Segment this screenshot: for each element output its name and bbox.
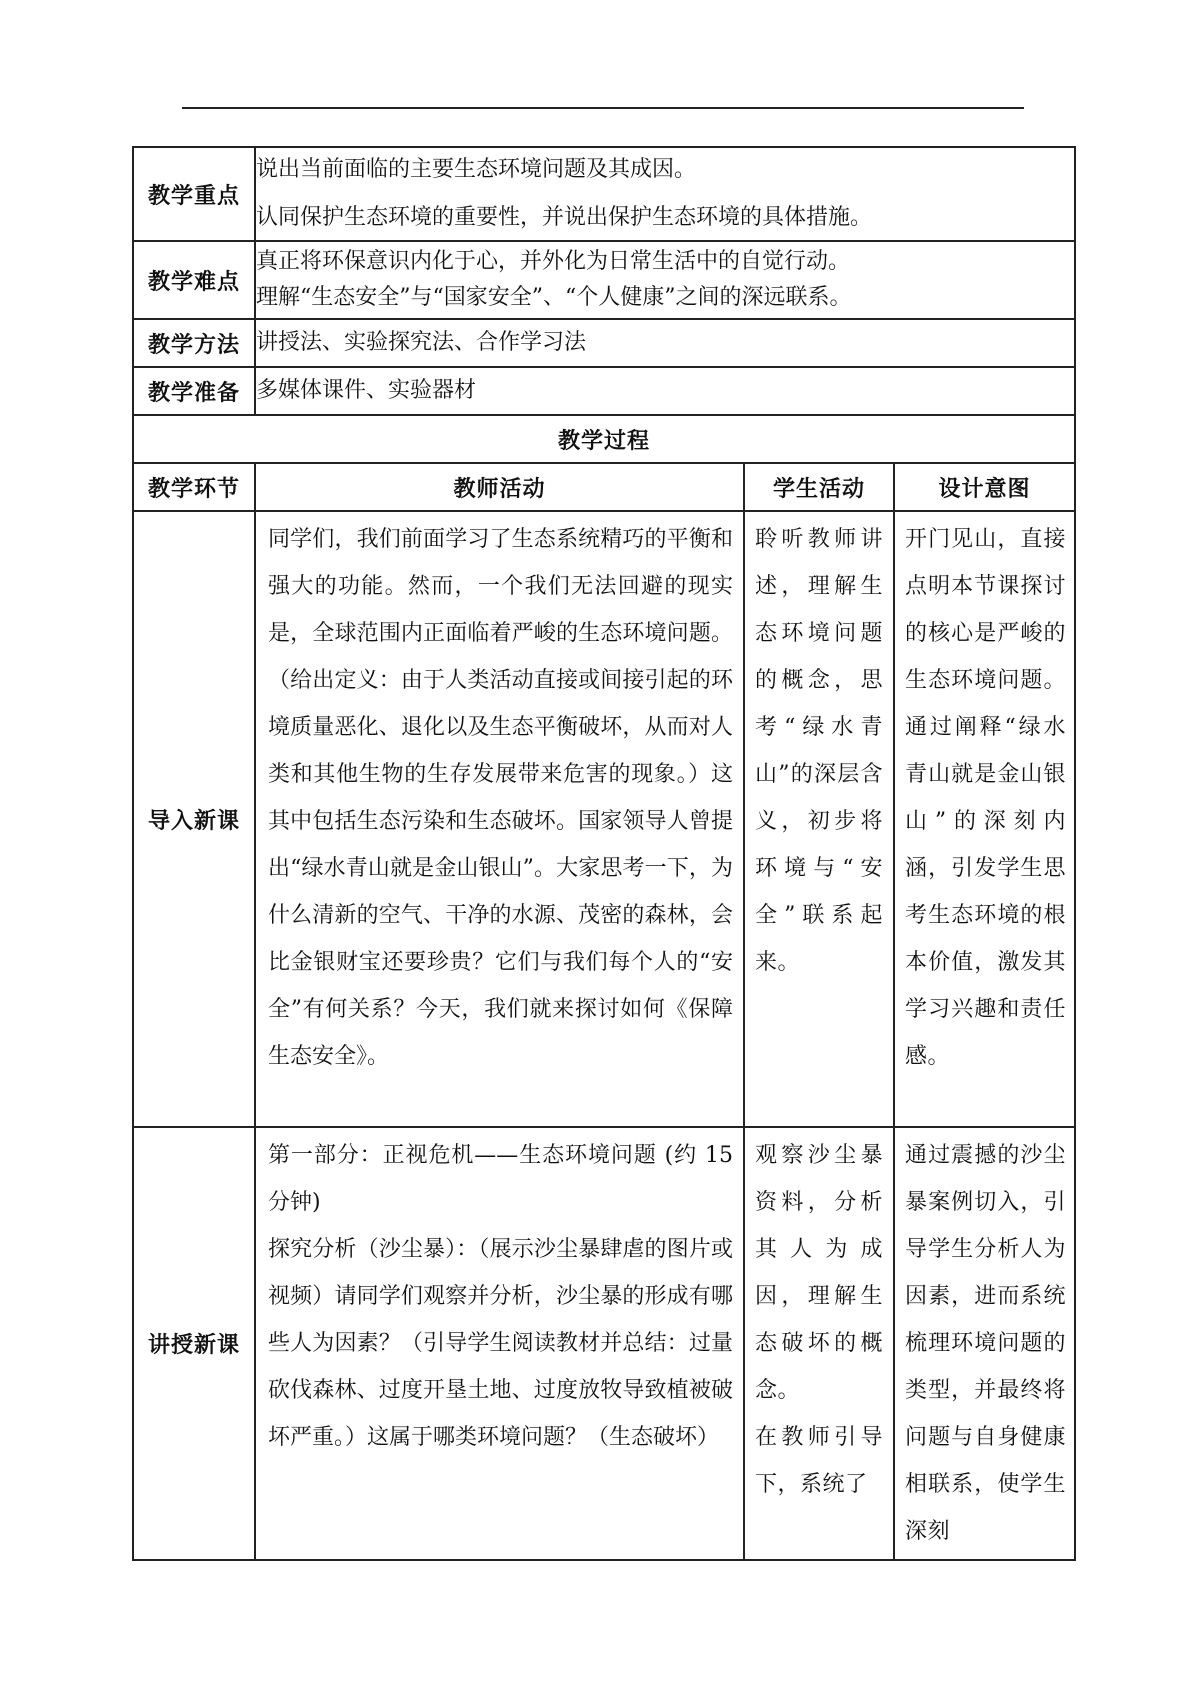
row-label: 教学难点 — [133, 241, 255, 319]
column-header-row — [133, 463, 1075, 511]
student-activity — [744, 1127, 894, 1560]
stage-name: 导入新课 — [133, 511, 255, 1127]
row-label: 教学方法 — [133, 319, 255, 367]
student-paragraph: 观察沙尘暴资料，分析其人为成因，理解生态破坏的概念。 — [755, 1143, 883, 1403]
header-rule — [182, 107, 1024, 109]
content-line: 理解“生态安全”与“国家安全”、“个人健康”之间的深远联系。 — [256, 285, 852, 310]
methods-content — [255, 319, 1075, 367]
preparation-content — [255, 367, 1075, 415]
row-label: 教学重点 — [133, 147, 255, 241]
teacher-activity — [255, 1127, 744, 1560]
lesson-plan-table — [132, 146, 1076, 1561]
stage-row-intro — [133, 511, 1075, 1127]
row-preparation — [133, 367, 1075, 415]
row-label: 教学准备 — [133, 367, 255, 415]
difficulties-content — [255, 241, 1075, 319]
content-line: 讲授法、实验探究法、合作学习法 — [256, 330, 587, 355]
content-line: 真正将环保意识内化于心，并外化为日常生活中的自觉行动。 — [256, 249, 851, 274]
content-line: 说出当前面临的主要生态环境问题及其成因。 — [256, 157, 697, 182]
content-line: 认同保护生态环境的重要性，并说出保护生态环境的具体措施。 — [256, 205, 873, 230]
column-header: 设计意图 — [894, 463, 1075, 511]
row-difficulties — [133, 241, 1075, 319]
stage-name: 讲授新课 — [133, 1127, 255, 1560]
student-paragraph: 在教师引导下，系统了 — [755, 1425, 883, 1497]
process-title: 教学过程 — [133, 415, 1075, 463]
content-line: 多媒体课件、实验器材 — [256, 378, 477, 403]
column-header: 教师活动 — [255, 463, 744, 511]
student-activity: 聆听教师讲述，理解生态环境问题的概念，思考“绿水青山”的深层含义，初步将环境与“安全”联系起来。 — [744, 511, 894, 1127]
row-methods — [133, 319, 1075, 367]
design-intent: 通过震撼的沙尘暴案例切入，引导学生分析人为因素，进而系统梳理环境问题的类型，并最终将问题与自身健康相联系，使学生深刻 — [894, 1127, 1075, 1560]
column-header: 教学环节 — [133, 463, 255, 511]
column-header: 学生活动 — [744, 463, 894, 511]
process-title-row — [133, 415, 1075, 463]
key-points-content — [255, 147, 1075, 241]
stage-row-lecture — [133, 1127, 1075, 1560]
teacher-paragraph: 探究分析（沙尘暴）：（展示沙尘暴肆虐的图片或视频）请同学们观察并分析，沙尘暴的形成有哪些人为因素？（引导学生阅读教材并总结：过量砍伐森林、过度开垦土地、过度放牧导致植被破坏严重。）这属于哪类环境问题？（生态破坏） — [268, 1237, 733, 1450]
design-intent: 开门见山，直接点明本节课探讨的核心是严峻的生态环境问题。通过阐释“绿水青山就是金山银山”的深刻内涵，引发学生思考生态环境的根本价值，激发其学习兴趣和责任感。 — [894, 511, 1075, 1127]
teacher-paragraph: 第一部分：正视危机——生态环境问题 (约 15 分钟) — [268, 1143, 733, 1215]
teacher-activity: 同学们，我们前面学习了生态系统精巧的平衡和强大的功能。然而，一个我们无法回避的现实是，全球范围内正面临着严峻的生态环境问题。（给出定义：由于人类活动直接或间接引起的环境质量恶化、退化以及生态平衡破坏，从而对人类和其他生物的生存发展带来危害的现象。）这其中包括生态污染和生态破坏。国家领导人曾提出“绿水青山就是金山银山”。大家思考一下，为什么清新的空气、干净的水源、茂密的森林，会比金银财宝还要珍贵？它们与我们每个人的“安全”有何关系？今天，我们就来探讨如何《保障生态安全》。 — [255, 511, 744, 1127]
row-key-points — [133, 147, 1075, 241]
